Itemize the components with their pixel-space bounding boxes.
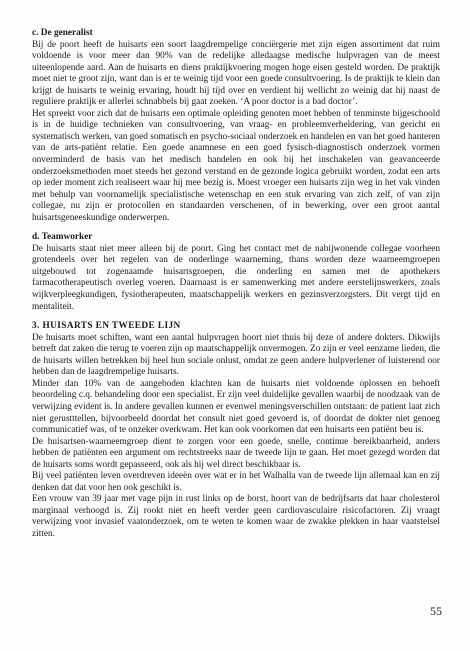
section-gap	[32, 224, 440, 232]
section-heading-teamworker: d. Teamworker	[32, 232, 93, 243]
section-gap	[32, 313, 440, 321]
paragraph: Bij veel patiënten leven overdreven ideeën over wat er in het Walhalla van de tweede lijn allemaal kan en zij denken dat dat voor hen ook geschikt is.	[32, 471, 440, 493]
section-heading-generalist: c. De generalist	[32, 28, 93, 38]
paragraph: Een vrouw van 39 jaar met vage pijn in rust links op de borst, hoort van de bedrijfsarts dat haar cholesterol marginaal verhoogd is. Zij rookt niet en heeft verder geen cardiovasculaire risicofactoren. Zij vraagt verwijzing voor invasief vaatonderzoek, om te weten te komen waar de zwakke plekken in haar vaatstelsel zitten.	[32, 494, 440, 539]
paragraph: De huisarts moet schiften, want een aantal hulpvragen hoort niet thuis bij deze of andere dokters. Dikwijls betreft dat zaken die terug te voeren zijn op maatschappelijk onvermogen. Zo zijn er veel eenzame lieden, die de huisarts willen betrekken bij heel hun sociale onlust, omdat ze geen andere hulpverlener of luisterend oor hebben dan de laagdrempelige huisarts.	[32, 332, 440, 378]
paragraph: Minder dan 10% van de aangeboden klachten kan de huisarts niet voldoende oplossen en behoeft beoordeling c.q. behandeling door een specialist. Er zijn veel duidelijke gevallen waarbij de noodzaak van de verwijzing evident is. In andere gevallen kunnen er evenwel meningsverschillen ontstaan: de patient laat zich niet gerustttellen, bijvoorbeeld doordat het consult niet goed gevoerd is, of doordat de dokter niet genoeg communicatief was, of te onzeker overkwam. Het kan ook voorkomen dat een huisarts een patiënt beu is.	[32, 378, 440, 436]
page-content	[32, 28, 440, 541]
page-number: 55	[430, 604, 442, 618]
paragraph: Het spreekt voor zich dat de huisarts een optimale opleiding genoten moet hebben of tenminste bijgeschoold is in de huidige technieken van consultvoering, van vraag- en probleemverheldering, van gericht en systematisch werken, van goed somatisch en psycho-sociaal onderzoek en handelen en van het goed hanteren van de arts-patiënt relatie. Een goede anamnese en een goed fysisch-diagnostisch onderzoek vormen onverminderd de basis van het medisch handelen en ook bij het inschakelen van geavanceerde onderzoeksmethoden moet steeds het gezond verstand en de gezonde logica gebruikt worden, zodat een arts op ieder moment zich realiseert waar hij mee bezig is. Moest vroeger een huisarts zijn weg in het vak vinden met behulp van voornamelijk specialistische wetenschap en een stuk ervaring van zich zelf, of van zijn collegae, nu zijn er protocollen en standaarden verschenen, of in bewerking, over een groot aantal huisartsgeneeskundige onderwerpen.	[32, 108, 440, 223]
paragraph: Bij de poort heeft de huisarts een soort laagdrempelige conciërgerie met zijn eigen assortiment dat ruim voldoende is voor meer dan 90% van de redelijke alledaagse medische hulpvragen van de meest uiteenlopende aard. Aan de huisarts en diens praktijkvoering mogen hoge eisen gesteld worden. De praktijk moet niet te groot zijn, want dan is er te weinig tijd voor een goede consultvoering. Is de praktijk te klein dan krijgt de huisarts te weinig ervaring, houdt hij tijd over en verdient hij wellicht zo weinig dat hij naast de reguliere praktijk er allerlei schnabbels bij gaat zoeken. ‘A poor doctor is a bad doctor’.	[32, 39, 440, 108]
paragraph: De huisarts staat niet meer alleen bij de poort. Ging het contact met de nabijwonende collegae voorheen grotendeels over het regelen van de onderlinge waarneming, thans worden deze waarneemgroepen uitgebouwd tot zogenaamde huisartsgroepen, die onderling en samen met de apothekers farmacotherapeutisch overleg voeren. Daarnaast is er samenwerking met andere eerstelijnswerkers, zoals wijkverpleegkundigen, fysiotherapeuten, maatschappelijk werkers en gezinsverzorgsters. Dit vergt tijd en mentaliteit.	[32, 243, 440, 312]
paragraph: De huisartsen-waarneemgroep dient te zorgen voor een goede, snelle, continue bereikbaarheid, anders hebben de patiënten een argument om rechtstreeks naar de tweede lijn te gaan. Het moet gezegd worden dat de huisarts soms wordt gepasseerd, ook als hij wel direct beschikbaar is.	[32, 436, 440, 470]
section-heading-huisarts-en-tweede-lijn: 3. HUISARTS EN TWEEDE LIJN	[32, 321, 181, 332]
